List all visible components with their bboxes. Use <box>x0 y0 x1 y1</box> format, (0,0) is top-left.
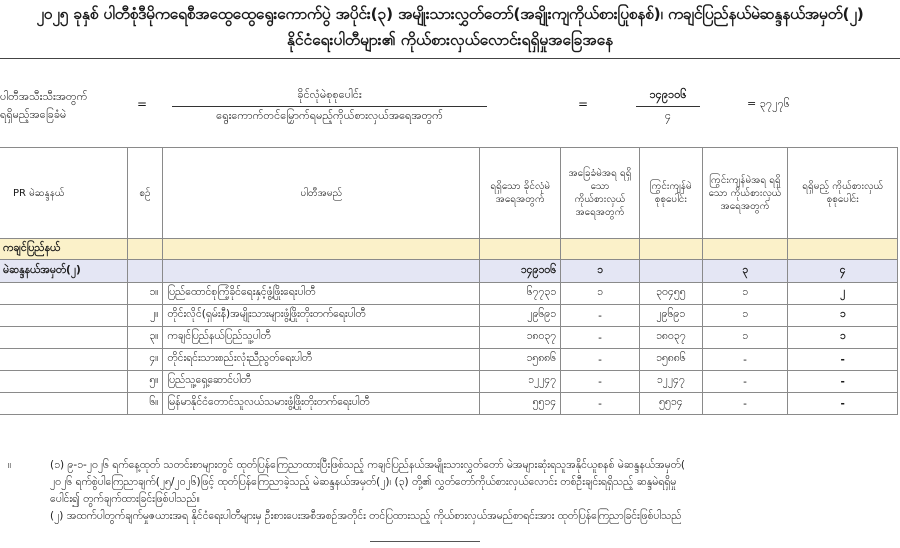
row-valid-votes: ၂၉၆၉၁ <box>480 305 561 327</box>
row-remainder-seats: ၁ <box>702 305 788 327</box>
row-remaining-votes: ၁၈၀၃၇ <box>639 327 702 349</box>
row-basic-seats: - <box>561 305 640 327</box>
table-row <box>0 349 898 371</box>
table-row <box>0 305 898 327</box>
footnote-line4: (၂) အထက်ပါတွက်ချက်မှုဇယားအရ နိုင်ငံရေးပါတီများမှ ဦးစားပေးအစီအစဉ်အတိုင်း တင်ပြထားသည့် ကိုယ်စားလှယ်အမည်စာရင်းအား ထုတ်ပြန်ကြေညာခြင်းဖြစ်ပါသည် <box>50 510 682 522</box>
row-remaining-votes: ၁၂၂၄၇ <box>639 371 702 393</box>
footnote-line2: ၂၀၂၆ ရက်စွဲပါကြေညာချက်(၂၅/၂၀၂၆)ဖြင့် ထုတ်ပြန်ကြေညာခဲ့သည့် မဲဆန္ဒနယ်အမှတ်(၂)၊ (၃) တို့၏ လွှတ်တော်ကိုယ်စားလှယ်လောင်း တစ်ဦးချင်းရရှိသည့် ဆန္ဒမဲရရှိမှု <box>50 476 677 488</box>
row-party: ပြည်ထောင်စုကြံ့ခိုင်ရေးနှင့်ဖွံ့ဖြိုးရေးပါတီ <box>163 283 480 305</box>
row-valid-votes: ၁၂၂၄၇ <box>480 371 561 393</box>
row-remaining-votes: ၅၅၁၄ <box>639 393 702 415</box>
row-valid-votes: ၅၅၁၄ <box>480 393 561 415</box>
row-party: တိုင်းလိုင်(ရှမ်းနီ)အမျိုးသားများဖွံ့ဖြိုးတိုးတက်ရေးပါတီ <box>163 305 480 327</box>
col-header-remainder-seats: ကြွင်းကျန်မဲအရ ရရှိသော ကိုယ်စားလှယ် အရေအတွက် <box>702 148 788 239</box>
row-total-seats: - <box>788 349 898 371</box>
row-basic-seats: - <box>561 349 640 371</box>
row-basic-seats: ၁ <box>561 283 640 305</box>
formula-fraction-line <box>172 106 487 107</box>
row-no: ၁။ <box>127 283 163 305</box>
constituency-label: မဲဆန္ဒနယ်အမှတ်(၂) <box>0 260 127 283</box>
constituency-row <box>0 260 898 283</box>
row-remaining-votes: ၁၅၈၈၆ <box>639 349 702 371</box>
formula-den-value: ၄ <box>664 109 672 122</box>
col-header-constituency: PR မဲဆန္ဒနယ် <box>0 148 127 239</box>
row-no: ၄။ <box>127 349 163 371</box>
table-header-row <box>0 148 898 239</box>
row-total-seats: - <box>788 371 898 393</box>
constituency-total-seats: ၄ <box>788 260 898 283</box>
row-remainder-seats: ၁ <box>702 283 788 305</box>
row-party: မြန်မာနိုင်ငံတောင်သူလယ်သမားဖွံ့ဖြိုးတိုးတက်ရေးပါတီ <box>163 393 480 415</box>
footnotes <box>0 457 900 525</box>
page-title-line2: နိုင်ငံရေးပါတီများ၏ ကိုယ်စားလှယ်လောင်းရရှိမှုအခြေအနေ <box>286 31 614 49</box>
row-no: ၆။ <box>127 393 163 415</box>
table-row <box>0 371 898 393</box>
col-header-total-seats: ရရှိမည့် ကိုယ်စားလှယ် စုစုပေါင်း <box>788 148 898 239</box>
row-total-seats: ၂ <box>788 283 898 305</box>
formula-num-value: ၁၄၉၁၀၆ <box>649 88 687 101</box>
row-remaining-votes: ၃၀၄၅၅ <box>639 283 702 305</box>
state-row <box>0 239 898 260</box>
formula-equals-2: = <box>578 97 589 111</box>
formula-label-line2: ရရှိမည့်အခြေခံမဲ <box>0 108 67 121</box>
col-header-basic-seats: အခြေခံမဲအရ ရရှိသော ကိုယ်စားလှယ် အရေအတွက် <box>561 148 640 239</box>
title-divider <box>0 58 900 59</box>
row-total-seats: ၁ <box>788 327 898 349</box>
footnote-mark: ။ <box>8 459 12 471</box>
row-party: ပြည်သူ့ရှေ့ဆောင်ပါတီ <box>163 371 480 393</box>
end-divider <box>370 541 480 542</box>
formula-label <box>0 88 87 124</box>
formula-equals-1: = <box>137 97 148 111</box>
row-no: ၃။ <box>127 327 163 349</box>
col-header-party: ပါတီအမည် <box>163 148 480 239</box>
row-valid-votes: ၁၅၈၈၆ <box>480 349 561 371</box>
state-label: ကချင်ပြည်နယ် <box>0 239 127 260</box>
row-no: ၅။ <box>127 371 163 393</box>
row-basic-seats: - <box>561 371 640 393</box>
row-party: တိုင်းရင်းသားစည်းလုံးညီညွတ်ရေးပါတီ <box>163 349 480 371</box>
formula-value-line <box>636 106 700 107</box>
row-total-seats: ၁ <box>788 305 898 327</box>
row-basic-seats: - <box>561 393 640 415</box>
row-remainder-seats: - <box>702 349 788 371</box>
table-row <box>0 393 898 415</box>
table-row <box>0 283 898 305</box>
row-remainder-seats: - <box>702 371 788 393</box>
page-title-line1: ၂၀၂၅ ခုနှစ် ပါတီစုံဒီမိုကရေစီအထွေထွေရွေးကောက်ပွဲ အပိုင်း(၃) အမျိုးသားလွှတ်တော်(အချိုးကျကိုယ်စားပြုစနစ်)၊ ကချင်ပြည်နယ်မဲဆန္ဒနယ်အမှတ်(၂) <box>36 5 864 23</box>
formula-denominator: ရွေးကောက်တင်မြှောက်ရမည့်ကိုယ်စားလှယ်အရေအတွက် <box>216 109 443 122</box>
col-header-no: စဉ် <box>127 148 163 239</box>
row-valid-votes: ၁၈၀၃၇ <box>480 327 561 349</box>
formula-result: = ၃၇၂၇၆ <box>747 97 790 110</box>
row-valid-votes: ၆၇၇၃၁ <box>480 283 561 305</box>
constituency-remainder-seats: ၃ <box>702 260 788 283</box>
row-remainder-seats: ၁ <box>702 327 788 349</box>
row-party: ကချင်ပြည်နယ်ပြည်သူ့ပါတီ <box>163 327 480 349</box>
constituency-basic-seats: ၁ <box>561 260 640 283</box>
row-remainder-seats: - <box>702 393 788 415</box>
row-total-seats: - <box>788 393 898 415</box>
formula-numerator: ခိုင်လုံမဲစုစုပေါင်း <box>297 88 362 101</box>
constituency-valid-votes: ၁၄၉၁၀၆ <box>480 260 561 283</box>
row-remaining-votes: ၂၉၆၉၁ <box>639 305 702 327</box>
results-table <box>0 147 898 415</box>
table-row <box>0 327 898 349</box>
footnote-line3: ပေါင်း၍ တွက်ချက်ထားခြင်းဖြစ်ပါသည်။ <box>50 493 200 505</box>
col-header-remaining-votes: ကြွင်းကျန်မဲ စုစုပေါင်း <box>639 148 702 239</box>
row-basic-seats: - <box>561 327 640 349</box>
col-header-valid-votes: ရရှိသော ခိုင်လုံမဲ အရေအတွက် <box>480 148 561 239</box>
formula-label-line1: ပါတီအသီးသီးအတွက် <box>0 90 88 103</box>
row-no: ၂။ <box>127 305 163 327</box>
footnote-line1: (၁) ၉-၁-၂၀၂၆ ရက်နေ့ထုတ် သတင်းစာများတွင် ထုတ်ပြန်ကြေညာထားပြီးဖြစ်သည့် ကချင်ပြည်နယ်အမျိုးသားလွှတ်တော် မဲအများဆုံးရသူအနိုင်ယူစနစ် မဲဆန္ဒနယ်အမှတ်( <box>50 459 685 471</box>
